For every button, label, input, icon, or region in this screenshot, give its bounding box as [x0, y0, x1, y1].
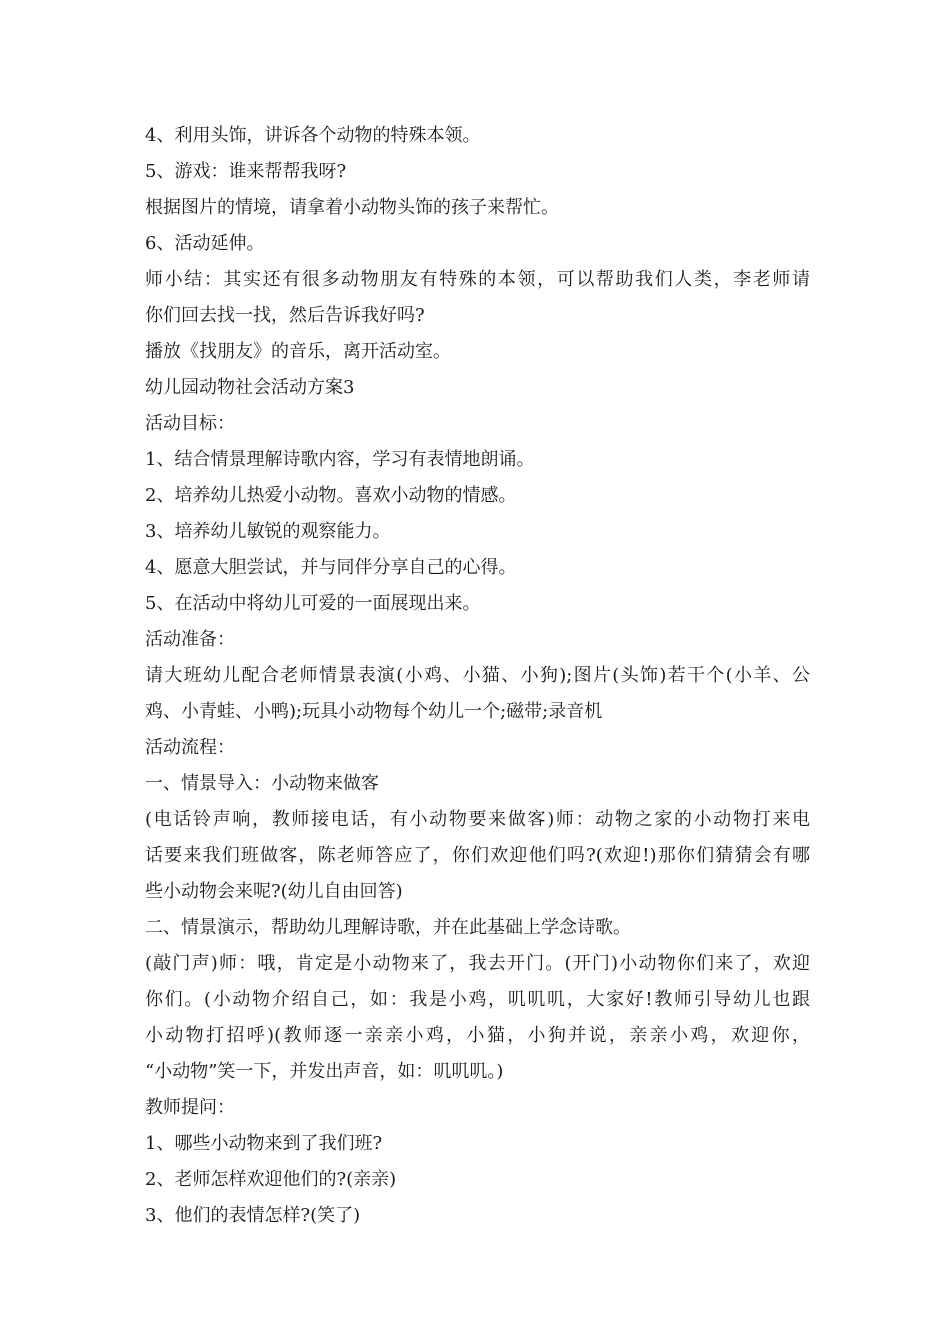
text-line: 活动目标： [145, 413, 235, 434]
text-line: 5、在活动中将幼儿可爱的一面展现出来。 [145, 593, 481, 614]
text-line: 小动物打招呼)(教师逐一亲亲小鸡，小猫，小狗并说，亲亲小鸡，欢迎你， [145, 1025, 810, 1046]
text-line: 请大班幼儿配合老师情景表演(小鸡、小猫、小狗);图片(头饰)若干个(小羊、公 [145, 665, 810, 686]
text-line: 6、活动延伸。 [145, 233, 265, 254]
text-line: 根据图片的情境，请拿着小动物头饰的孩子来帮忙。 [145, 197, 559, 218]
text-line: 活动流程： [145, 737, 235, 758]
text-line: 5、游戏：谁来帮帮我呀? [145, 161, 347, 182]
text-line: 你们回去找一找，然后告诉我好吗? [145, 305, 425, 326]
text-line: 播放《找朋友》的音乐，离开活动室。 [145, 341, 451, 362]
text-line: (电话铃声响，教师接电话，有小动物要来做客)师：动物之家的小动物打来电 [145, 809, 810, 830]
text-line: “小动物”笑一下，并发出声音，如：叽叽叽。) [145, 1061, 504, 1082]
text-line: 一、情景导入：小动物来做客 [145, 773, 379, 794]
text-line: 1、结合情景理解诗歌内容，学习有表情地朗诵。 [145, 449, 535, 470]
text-line: 二、情景演示，帮助幼儿理解诗歌，并在此基础上学念诗歌。 [145, 917, 631, 938]
text-line: 你们。(小动物介绍自己，如：我是小鸡，叽叽叽，大家好!教师引导幼儿也跟 [145, 989, 810, 1010]
text-line: 3、他们的表情怎样?(笑了) [145, 1205, 361, 1226]
text-line: 活动准备： [145, 629, 235, 650]
text-line: 4、愿意大胆尝试，并与同伴分享自己的心得。 [145, 557, 517, 578]
text-line: 4、利用头饰，讲诉各个动物的特殊本领。 [145, 125, 481, 146]
text-line: 1、哪些小动物来到了我们班? [145, 1133, 383, 1154]
text-line: 话要来我们班做客，陈老师答应了，你们欢迎他们吗?(欢迎!)那你们猜猜会有哪 [145, 845, 810, 866]
text-line: 些小动物会来呢?(幼儿自由回答) [145, 881, 403, 902]
document-body [145, 118, 810, 1234]
text-line: 2、培养幼儿热爱小动物。喜欢小动物的情感。 [145, 485, 517, 506]
text-line: 鸡、小青蛙、小鸭);玩具小动物每个幼儿一个;磁带;录音机 [145, 701, 603, 722]
text-line: 师小结：其实还有很多动物朋友有特殊的本领，可以帮助我们人类，李老师请 [145, 269, 810, 290]
text-line: 幼儿园动物社会活动方案3 [145, 377, 355, 398]
text-line: 2、老师怎样欢迎他们的?(亲亲) [145, 1169, 397, 1190]
text-line: (敲门声)师：哦，肯定是小动物来了，我去开门。(开门)小动物你们来了，欢迎 [145, 953, 810, 974]
text-line: 3、培养幼儿敏锐的观察能力。 [145, 521, 391, 542]
text-line: 教师提问： [145, 1097, 235, 1118]
